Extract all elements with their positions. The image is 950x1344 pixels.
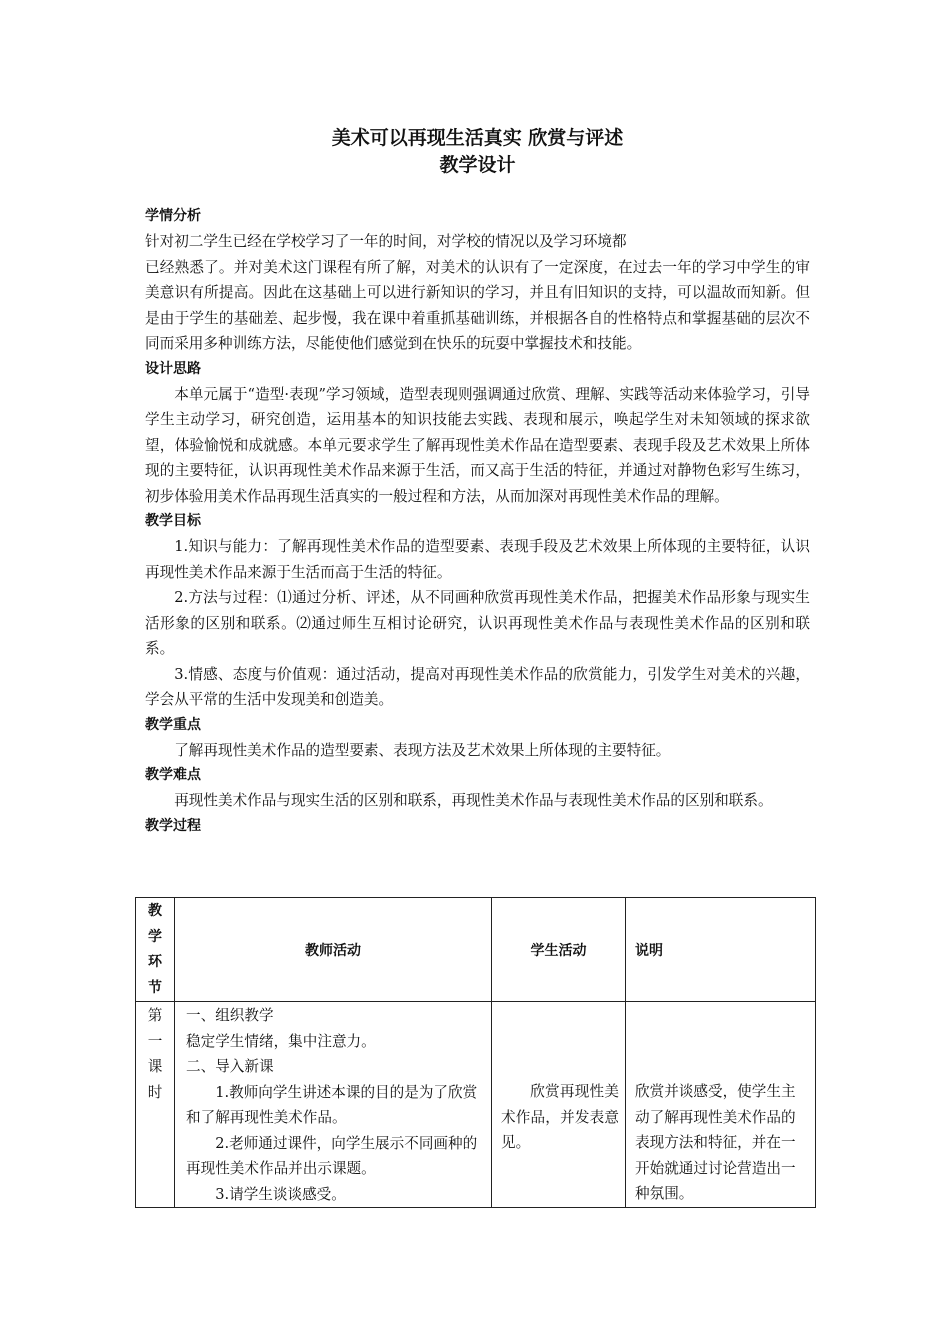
stage-cell: 第一课时 xyxy=(136,1002,175,1208)
note-cell xyxy=(626,1002,816,1208)
heading-goals: 教学目标 xyxy=(145,513,201,529)
teacher-line-4: 1.教师向学生讲述本课的目的是为了欣赏和了解再现性美术作品。 xyxy=(186,1083,478,1126)
analysis-paragraph-2: 已经熟悉了。并对美术这门课程有所了解，对美术的认识有了一定深度，在过去一年的学习中学生的审美意识有所提高。因此在这基础上可以进行新知识的学习，并且有旧知识的支持，可以温故而知新。但是由于学生的基础差、起步慢，我在课中着重抓基础训练，并根据各自的性格特点和掌握基础的层次不同而采用多种训练方法，尽能使他们感觉到在快乐的玩耍中掌握技术和技能。 xyxy=(145,258,810,352)
teacher-line-5: 2.老师通过课件，向学生展示不同画种的再现性美术作品并出示课题。 xyxy=(186,1134,478,1177)
heading-difficulty: 教学难点 xyxy=(145,767,201,783)
teacher-activity-cell xyxy=(175,1002,492,1208)
student-activity-text: 欣赏再现性美术作品，并发表意见。 xyxy=(501,1083,619,1151)
key-points-paragraph: 了解再现性美术作品的造型要素、表现方法及艺术效果上所体现的主要特征。 xyxy=(174,741,671,759)
design-paragraph: 本单元属于“造型·表现”学习领域，造型表现则强调通过欣赏、理解、实践等活动来体验学习，引导学生主动学习，研究创造，运用基本的知识技能去实践、表现和展示，唤起学生对未知领域的探求欲望，体验愉悦和成就感。本单元要求学生了解再现性美术作品在造型要素、表现手段及艺术效果上所体现的主要特征，认识再现性美术作品来源于生活，而又高于生活的特征，并通过对静物色彩写生练习，初步体验用美术作品再现生活真实的一般过程和方法，从而加深对再现性美术作品的理解。 xyxy=(145,385,810,505)
title-line-1: 美术可以再现生活真实 欣赏与评述 xyxy=(331,127,624,149)
document-page xyxy=(145,125,810,839)
teacher-line-3: 二、导入新课 xyxy=(186,1058,274,1075)
goal-3: 3.情感、态度与价值观：通过活动，提高对再现性美术作品的欣赏能力，引发学生对美术的兴趣，学会从平常的生活中发现美和创造美。 xyxy=(145,665,810,708)
header-stage: 教学环节 xyxy=(136,898,175,1002)
process-table xyxy=(135,897,816,1208)
heading-design: 设计思路 xyxy=(145,360,201,377)
difficulty-paragraph: 再现性美术作品与现实生活的区别和联系，再现性美术作品与表现性美术作品的区别和联系。 xyxy=(174,792,773,809)
teacher-line-2: 稳定学生情绪，集中注意力。 xyxy=(186,1032,376,1050)
analysis-paragraph-1: 针对初二学生已经在学校学习了一年的时间，对学校的情况以及学习环境都 xyxy=(145,233,627,250)
teacher-line-6: 3.请学生谈谈感受。 xyxy=(215,1185,346,1203)
table-header-row xyxy=(136,898,816,1002)
teacher-line-1: 一、组织教学 xyxy=(186,1007,274,1024)
heading-analysis: 学情分析 xyxy=(145,208,201,224)
title-line-2: 教学设计 xyxy=(439,154,516,176)
goal-1: 1.知识与能力：了解再现性美术作品的造型要素、表现手段及艺术效果上所体现的主要特征，认识再现性美术作品来源于生活而高于生活的特征。 xyxy=(145,538,810,581)
heading-process: 教学过程 xyxy=(145,817,201,834)
heading-key-points: 教学重点 xyxy=(145,716,201,733)
table-row xyxy=(136,1002,816,1208)
header-note: 说明 xyxy=(626,898,816,1002)
goal-2: 2.方法与过程：⑴通过分析、评述，从不同画种欣赏再现性美术作品，把握美术作品形象与现实生活形象的区别和联系。⑵通过师生互相讨论研究，认识再现性美术作品与表现性美术作品的区别和联系。 xyxy=(145,589,810,657)
document-title xyxy=(145,125,810,179)
student-activity-cell xyxy=(492,1002,626,1208)
header-teacher-activity: 教师活动 xyxy=(175,898,492,1002)
note-text: 欣赏并谈感受，使学生主动了解再现性美术作品的表现方法和特征，并在一开始就通过讨论营造出一种氛围。 xyxy=(635,1083,796,1202)
header-student-activity: 学生活动 xyxy=(492,898,626,1002)
